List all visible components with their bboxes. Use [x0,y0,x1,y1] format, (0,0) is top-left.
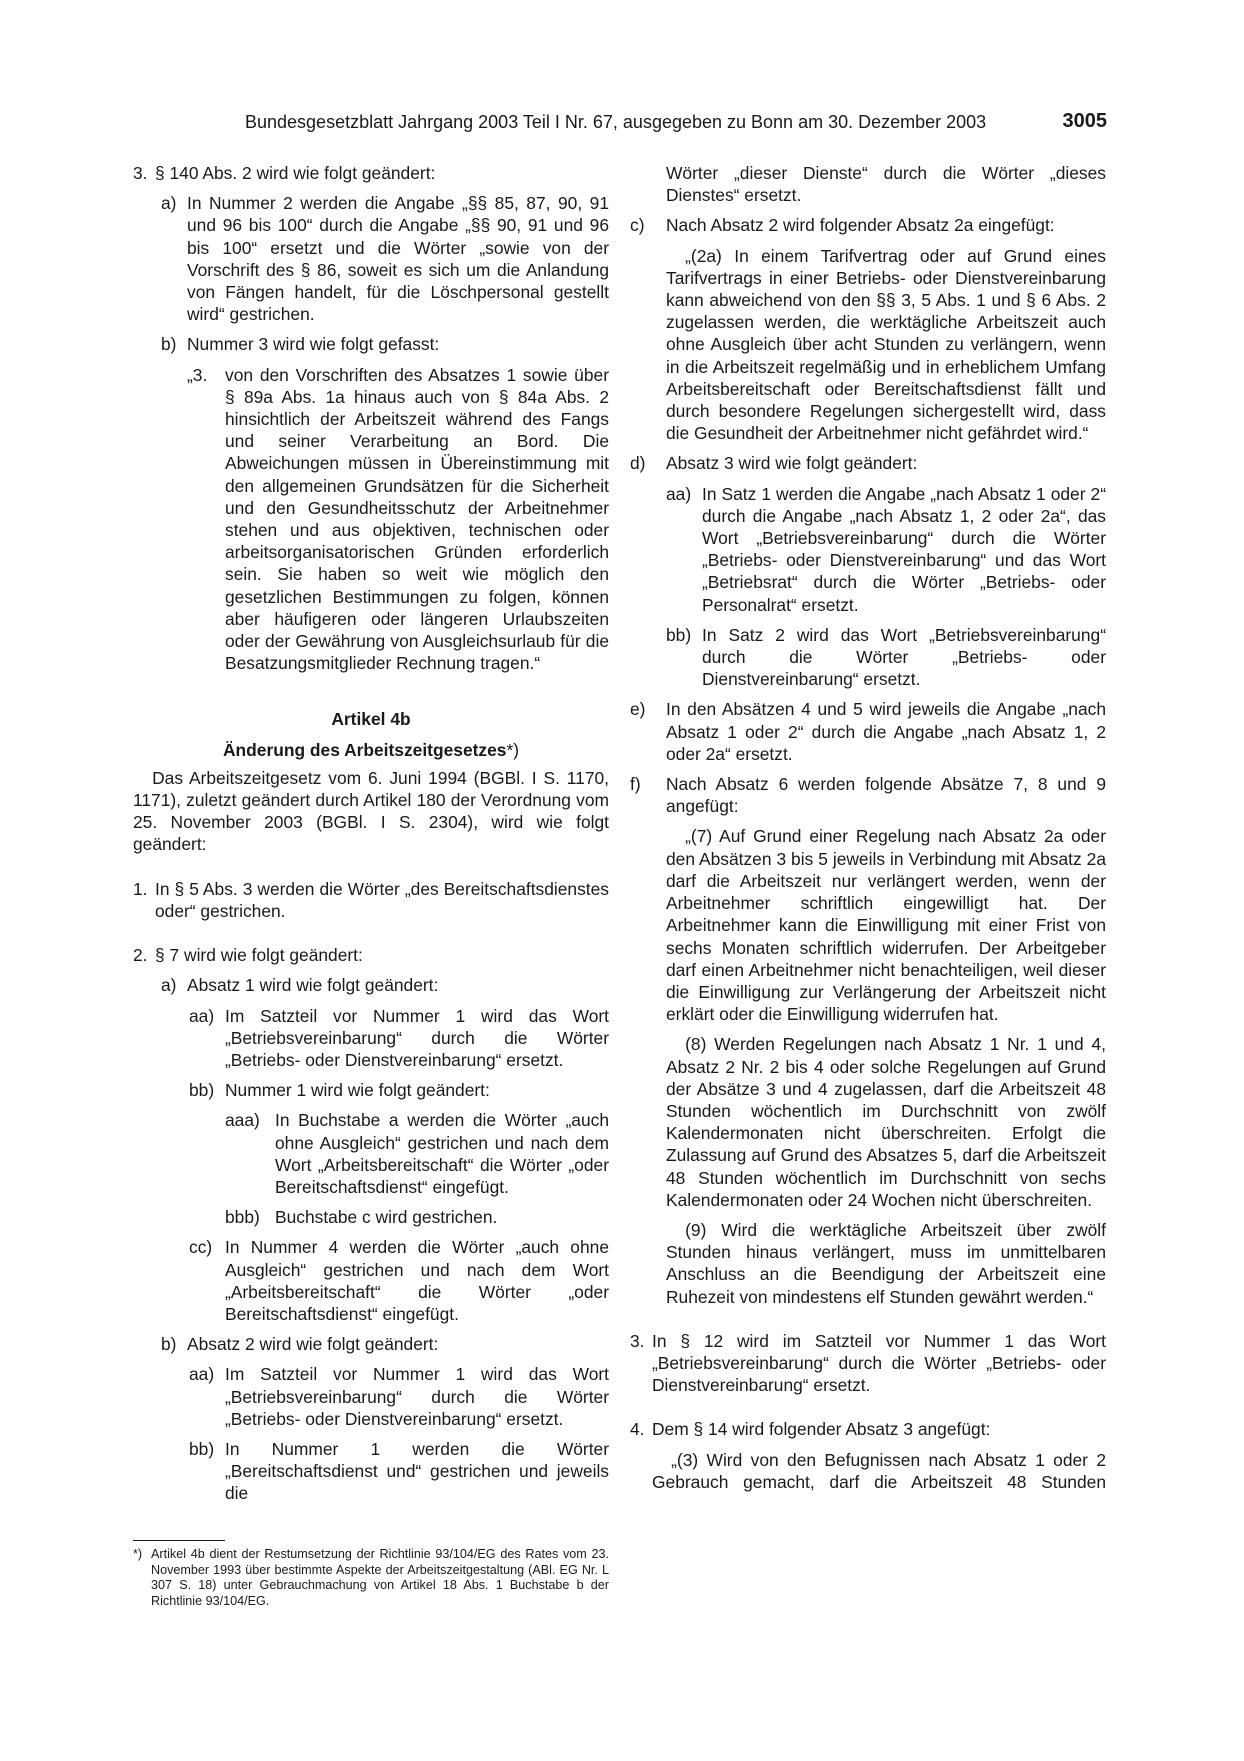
item-text: In § 12 wird im Satzteil vor Nummer 1 das Wort „Betriebsvereinbarung“ durch die Wörter „Betriebs- oder Dienstvereinbarung“ ersetzt. [652,1330,1106,1396]
item-text: In Nummer 1 werden die Wörter „Bereitschaftsdienst und“ gestrichen und jeweils die [225,1438,609,1504]
list-item-2a-bb-aaa [133,1109,609,1198]
item-label: aa) [666,483,692,504]
quoted-absatz-9: (9) Wird die werktägliche Arbeitszeit über zwölf Stunden hinaus verlängert, muss im unmittelbaren Anschluss an die Beendigung der Arbeitszeit eine Ruhezeit von mindestens elf Stunden gewährt werden.“ [666,1219,1106,1307]
footnote-text: Artikel 4b dient der Restumsetzung der Richtlinie 93/104/EG des Rates vom 23. November 1993 über bestimmte Aspekte der Arbeitszeitgestaltung (ABl. EG Nr. L 307 S. 18) unter Gebrauchmachung von Artikel 18 Abs. 1 Buchstabe b der Richtlinie 93/104/EG. [151,1547,609,1608]
item-text: In Nummer 2 werden die Angabe „§§ 85, 87, 90, 91 und 96 bis 100“ durch die Angabe „§§ 90, 91 und 96 bis 100“ ersetzt und die Wörter „sowie von der Vorschrift des § 86, soweit es sich um die Anlandung von Fängen handelt, für die Löschpersonal gestellt wird“ gestrichen. [187,193,609,325]
item-label: aa) [189,1364,215,1385]
item-label: 3. [133,163,148,183]
item-label: bb) [189,1080,215,1101]
quoted-absatz-3: „(3) Wird von den Befugnissen nach Absatz 1 oder 2 Gebrauch gemacht, darf die Arbeitszeit 48 Stunden [652,1449,1106,1492]
article-subtitle-text: Änderung des Arbeitszeitgesetzes [222,739,507,760]
item-label: a) [161,193,177,214]
running-head-text: Bundesgesetzblatt Jahrgang 2003 Teil I Nr. 67, ausgegeben zu Bonn am 30. Dezember 2003 [245,112,987,132]
item-label: bb) [666,624,692,645]
list-item-2b-bb [133,1438,609,1505]
quoted-absatz-7: „(7) Auf Grund einer Regelung nach Absatz 2a oder den Absätzen 3 bis 5 jeweils in Verbindung mit Absatz 2a darf die Arbeitszeit nur verlängert werden, wenn der Arbeitnehmer schriftlich eingewilligt hat. Der Arbeitnehmer kann die Einwilligung mit einer Frist von sechs Monaten schriftlich widerrufen. Der Arbeitgeber darf einen Arbeitnehmer nicht benachteiligen, weil dieser die Einwilligung zur Verlängerung der Arbeitszeit nicht erklärt oder die Einwilligung widerrufen hat. [666,826,1106,1025]
item-text: Absatz 1 wird wie folgt geändert: [187,975,439,996]
list-item-d [630,452,1106,474]
list-item-e [630,698,1106,765]
article-intro: Das Arbeitszeitgesetz vom 6. Juni 1994 (BGBl. I S. 1170, 1171), zuletzt geändert durch Artikel 180 der Verordnung vom 25. November 2003 (BGBl. I S. 2304), wird wie folgt geändert: [133,767,609,855]
right-column [630,162,1106,1493]
list-item-2a-cc [133,1236,609,1325]
item-text: Nummer 1 wird wie folgt geändert: [225,1080,490,1101]
list-item-2a [133,974,609,996]
item-text: In Satz 2 wird das Wort „Betriebsvereinbarung“ durch die Wörter „Betriebs- oder Dienstvereinbarung“ ersetzt. [702,624,1106,690]
list-item-c [630,214,1106,236]
running-header [245,110,1107,140]
list-item-4-right [630,1418,1106,1440]
footnote-item [133,1547,609,1609]
left-column [133,162,609,1505]
continued-text: Wörter „dieser Dienste“ durch die Wörter „dieses Dienstes“ ersetzt. [666,163,1106,206]
item-text: In Satz 1 werden die Angabe „nach Absatz 1 oder 2“ durch die Angabe „nach Absatz 1, 2 oder 2a“, das Wort „Betriebsvereinbarung“ durch die Wörter „Betriebs- oder Dienstvereinbarung“ und das Wort „Betriebsrat“ durch die Wörter „Betriebs- oder Personalrat“ ersetzt. [702,483,1106,615]
item-text: In Nummer 4 werden die Wörter „auch ohne Ausgleich“ gestrichen und nach dem Wort „Arbeitsbereitschaft“ die Wörter „oder Bereitschaftsdienst“ eingefügt. [225,1237,609,1324]
list-item-2b-aa [133,1363,609,1430]
quoted-number-3 [133,364,609,675]
item-label: a) [161,975,177,996]
item-text: von den Vorschriften des Absatzes 1 sowie über § 89a Abs. 1a hinaus auch von § 84a Abs. 2 hinsichtlich der Arbeitszeit während des Fangs und seiner Verarbeitung an Bord. Die Abweichungen müssen in Übereinstimmung mit den allgemeinen Grundsätzen für die Sicherheit und den Gesundheitsschutz der Arbeitnehmer stehen und aus objektiven, technischen oder arbeitsorganisatorischen Gründen erforderlich sein. Sie haben so weit wie möglich den gesetzlichen Bestimmungen zu folgen, können aber häufigeren oder längeren Urlaubszeiten oder der Gewährung von Ausgleichsurlaub für die Besatzungsmitglieder Rechnung tragen.“ [225,364,609,674]
item-label: f) [630,774,641,795]
list-item-f [630,773,1106,817]
item-label: c) [630,215,645,236]
page-number: 3005 [1062,110,1107,132]
item-text: § 140 Abs. 2 wird wie folgt geändert: [155,163,436,183]
item-label: cc) [189,1237,213,1258]
item-label: aaa) [225,1110,260,1131]
list-item-2a-aa [133,1005,609,1072]
list-item-d-bb [630,624,1106,691]
list-item-3a [133,192,609,325]
item-text: Nummer 3 wird wie folgt gefasst: [187,334,440,355]
item-label: aa) [189,1005,215,1026]
item-text: § 7 wird wie folgt geändert: [155,945,363,966]
list-item-3b [133,333,609,355]
list-item-1 [133,878,609,922]
item-label: 4. [630,1419,645,1440]
item-label: b) [161,1334,177,1355]
item-label: „3. [187,364,208,385]
item-text: Absatz 3 wird wie folgt geändert: [666,453,918,474]
item-text: Im Satzteil vor Nummer 1 wird das Wort „Betriebsvereinbarung“ durch die Wörter „Betriebs- oder Dienstvereinbarung“ ersetzt. [225,1364,609,1429]
article-title: Artikel 4b [331,709,411,730]
item-text: Nach Absatz 6 werden folgende Absätze 7, 8 und 9 angefügt: [666,774,1106,817]
item-text: Nach Absatz 2 wird folgender Absatz 2a eingefügt: [666,215,1055,236]
item-label: d) [630,453,646,474]
list-item-2b [133,1333,609,1355]
list-item-d-aa [630,483,1106,616]
item-label: 2. [133,945,148,966]
item-text: Absatz 2 wird wie folgt geändert: [187,1334,439,1355]
item-label: 3. [630,1330,645,1351]
item-text: Im Satzteil vor Nummer 1 wird das Wort „Betriebsvereinbarung“ durch die Wörter „Betriebs- oder Dienstvereinbarung“ ersetzt. [225,1005,609,1070]
footnote-rule [133,1540,225,1541]
footnote-marker: *) [506,739,520,760]
item-text: In § 5 Abs. 3 werden die Wörter „des Bereitschaftsdienstes oder“ gestrichen. [155,878,609,921]
item-label: b) [161,334,177,355]
article-subtitle [133,739,609,761]
footnote [133,1540,609,1609]
list-item-2 [133,944,609,966]
item-text: In den Absätzen 4 und 5 wird jeweils die Angabe „nach Absatz 1 oder 2“ durch die Angabe „nach Absatz 1, 2 oder 2a“ ersetzt. [666,699,1106,764]
quoted-absatz-8: (8) Werden Regelungen nach Absatz 1 Nr. 1 und 4, Absatz 2 Nr. 2 bis 4 oder solche Regelungen auf Grund der Absätze 3 und 4 zugelassen, darf die Arbeitszeit 48 Stunden wöchentlich im Durchschnitt von zwölf Kalendermonaten nicht überschreiten. Erfolgt die Zulassung auf Grund des Absatzes 5, darf die Arbeitszeit 48 Stunden wöchentlich im Durchschnitt von sechs Kalendermonaten oder 24 Wochen nicht überschreiten. [666,1034,1106,1210]
item-label: bbb) [225,1207,260,1228]
item-text: Buchstabe c wird gestrichen. [275,1207,498,1228]
footnote-marker: *) [133,1547,143,1561]
quoted-absatz-2a: „(2a) In einem Tarifvertrag oder auf Grund eines Tarifvertrags in einer Betriebs- oder Dienstvereinbarung kann abweichend von den §§ 3, 5 Abs. 1 und § 6 Abs. 2 zugelassen werden, die werktägliche Arbeitszeit auch ohne Ausgleich über acht Stunden zu verlängern, wenn in die Arbeitszeit regelmäßig und in erheblichem Umfang Arbeitsbereitschaft oder Bereitschaftsdienst fällt und durch besondere Regelungen sichergestellt wird, dass die Gesundheit der Arbeitnehmer nicht gefährdet wird.“ [666,245,1106,444]
list-item-3 [133,162,609,184]
list-item-3-right [630,1330,1106,1397]
list-item-2a-bb-bbb [133,1206,609,1228]
item-text: In Buchstabe a werden die Wörter „auch ohne Ausgleich“ gestrichen und nach dem Wort „Arbeitsbereitschaft“ die Wörter „oder Bereitschaftsdienst“ eingefügt. [275,1110,609,1197]
item-label: 1. [133,878,148,899]
item-text: Dem § 14 wird folgender Absatz 3 angefügt: [652,1419,991,1440]
list-item-2a-bb [133,1079,609,1101]
item-label: e) [630,699,646,720]
item-label: bb) [189,1438,215,1459]
